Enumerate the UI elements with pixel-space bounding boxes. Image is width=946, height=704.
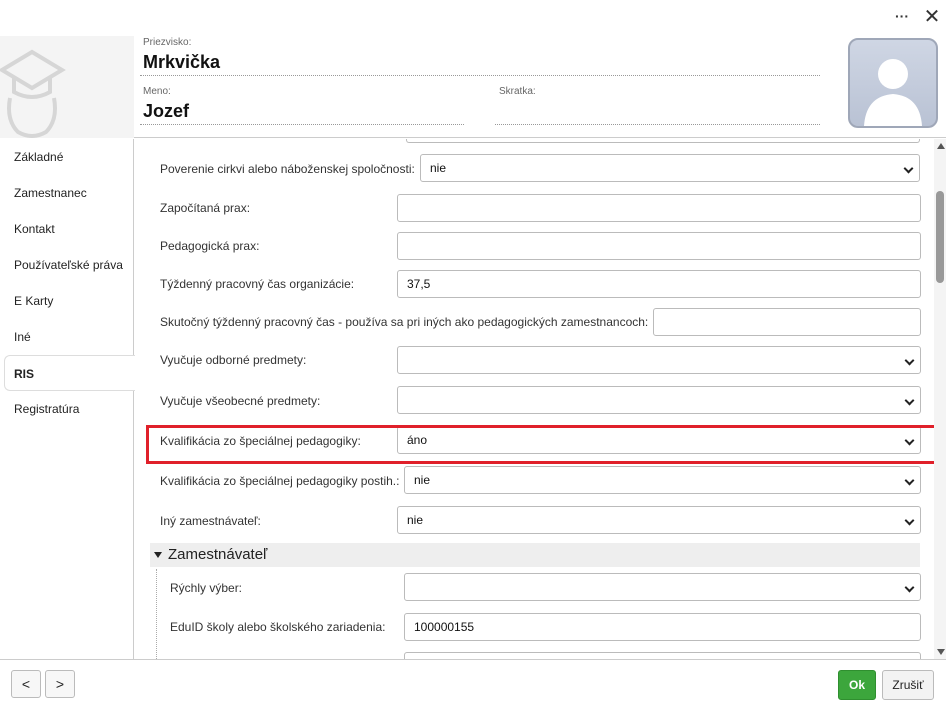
sidebar-item-zakladne[interactable]: Základné xyxy=(14,150,64,164)
abbrev-underline xyxy=(495,124,820,125)
select-kvalifikacia[interactable]: áno xyxy=(397,426,921,454)
select-poverenie[interactable]: nie xyxy=(420,154,920,182)
window-controls xyxy=(894,6,940,26)
surname-label: Priezvisko: xyxy=(143,37,192,48)
ok-button[interactable]: Ok xyxy=(838,670,876,700)
input-pedagogicka-prax[interactable] xyxy=(397,232,921,260)
field-label-iny-zamestnavatel: Iný zamestnávateľ: xyxy=(160,514,261,528)
form-panel xyxy=(134,139,934,659)
field-label-eduid: EduID školy alebo školského zariadenia: xyxy=(170,620,386,634)
field-label-skutocny-cas: Skutočný týždenný pracovný čas - používa sa pri iných ako pedagogických zamestnancoch: xyxy=(160,315,649,329)
sidebar-item-kontakt[interactable]: Kontakt xyxy=(14,222,55,236)
firstname-label: Meno: xyxy=(143,86,171,97)
field-label-vseobecne-predmety: Vyučuje všeobecné predmety: xyxy=(160,394,321,408)
person-silhouette-icon xyxy=(850,40,936,126)
firstname-value[interactable]: Jozef xyxy=(143,101,190,121)
scrollbar[interactable] xyxy=(934,139,946,659)
scroll-thumb[interactable] xyxy=(936,191,944,283)
input-eduid[interactable]: 100000155 xyxy=(404,613,921,641)
collapse-triangle-icon[interactable] xyxy=(154,552,162,558)
select-odborne-predmety[interactable] xyxy=(397,346,921,374)
select-vseobecne-predmety[interactable] xyxy=(397,386,921,414)
prev-button[interactable]: < xyxy=(11,670,41,698)
field-label-kvalifikacia-postih: Kvalifikácia zo špeciálnej pedagogiky postih.: xyxy=(160,474,400,488)
field-label-odborne-predmety: Vyučuje odborné predmety: xyxy=(160,353,307,367)
section-zamestnavatel[interactable] xyxy=(150,543,920,567)
section-guide-line xyxy=(156,569,157,659)
cancel-button[interactable]: Zrušiť xyxy=(882,670,934,700)
sidebar-item-registratura[interactable]: Registratúra xyxy=(14,402,80,416)
field-label-pedagogicka-prax: Pedagogická prax: xyxy=(160,239,260,253)
sidebar-item-e-karty[interactable]: E Karty xyxy=(14,294,54,308)
sidebar-item-ine[interactable]: Iné xyxy=(14,330,31,344)
dialog-footer xyxy=(0,659,946,704)
input-zapocitana-prax[interactable] xyxy=(397,194,921,222)
sidebar xyxy=(0,139,134,659)
surname-value[interactable]: Mrkvička xyxy=(143,52,221,72)
avatar[interactable] xyxy=(848,38,938,128)
cut-off-input xyxy=(406,139,920,143)
close-icon[interactable]: ✕ xyxy=(923,5,941,28)
next-button[interactable]: > xyxy=(45,670,75,698)
teacher-logo xyxy=(0,36,134,138)
section-title: Zamestnávateľ xyxy=(168,546,268,563)
abbrev-label: Skratka: xyxy=(499,86,536,97)
field-label-zapocitana-prax: Započítaná prax: xyxy=(160,201,251,215)
sidebar-item-pouzivatelske-prava[interactable]: Používateľské práva xyxy=(14,258,123,272)
sidebar-item-zamestnanec[interactable]: Zamestnanec xyxy=(14,186,87,200)
record-header xyxy=(0,0,946,138)
scroll-down-icon[interactable] xyxy=(937,649,945,655)
select-rychly-vyber[interactable] xyxy=(404,573,921,601)
field-label-poverenie: Poverenie cirkvi alebo náboženskej spoločnosti: xyxy=(160,162,415,176)
select-kvalifikacia-postih[interactable]: nie xyxy=(404,466,921,494)
firstname-underline xyxy=(140,124,464,125)
sidebar-item-ris[interactable]: RIS xyxy=(4,355,135,391)
field-label-kvalifikacia: Kvalifikácia zo špeciálnej pedagogiky: xyxy=(160,434,361,448)
input-tyzdenny-cas[interactable]: 37,5 xyxy=(397,270,921,298)
surname-underline xyxy=(140,75,820,76)
select-iny-zamestnavatel[interactable]: nie xyxy=(397,506,921,534)
scroll-up-icon[interactable] xyxy=(937,143,945,149)
input-skutocny-cas[interactable] xyxy=(653,308,921,336)
cut-off-input-bottom[interactable] xyxy=(404,652,921,659)
more-icon[interactable]: ··· xyxy=(895,8,909,24)
field-label-rychly-vyber: Rýchly výber: xyxy=(170,581,243,595)
field-label-tyzdenny-cas: Týždenný pracovný čas organizácie: xyxy=(160,277,355,291)
